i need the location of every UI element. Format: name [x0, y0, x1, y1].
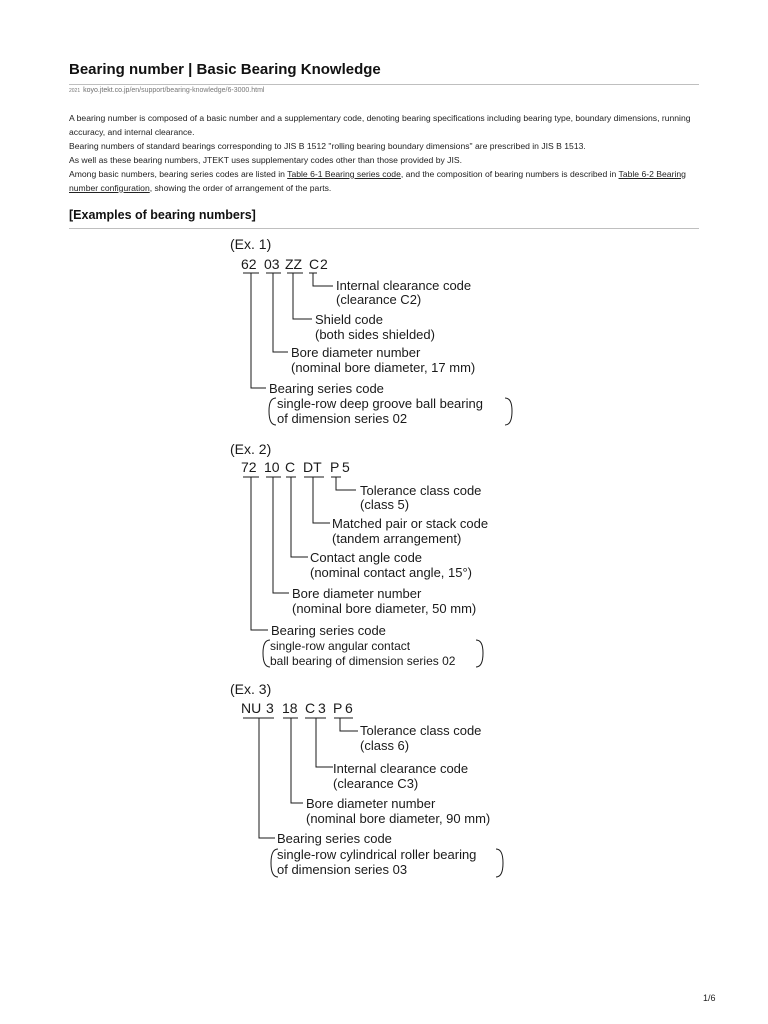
code-segment: 72 [241, 459, 257, 475]
code-segment: 18 [282, 700, 298, 716]
code-segment: 3 [318, 700, 326, 716]
code-row [241, 459, 350, 475]
source-path: /en/support/bearing-knowledge/6-3000.html [129, 87, 265, 94]
part-detail: (clearance C2) [336, 292, 422, 307]
intro-paragraph-2: Bearing numbers of standard bearings corresponding to JIS B 1512 "rolling bearing boundary dimensions" are prescribed in JIS B 1513. [69, 140, 586, 151]
part-title: Bearing series code [271, 623, 386, 638]
part-title: Internal clearance code [333, 761, 469, 776]
part-detail: single-row cylindrical roller bearing [277, 847, 477, 862]
part-detail: (nominal contact angle, 15°) [310, 565, 473, 580]
part-descriptions [270, 483, 488, 668]
example-label: (Ex. 3) [230, 681, 272, 697]
code-segment: 5 [342, 459, 350, 475]
part-title: Bore diameter number [292, 586, 422, 601]
code-segment: DT [303, 459, 322, 475]
code-segment: P [330, 459, 340, 475]
part-detail: (nominal bore diameter, 50 mm) [292, 601, 477, 616]
part-title: Bearing series code [277, 831, 392, 846]
example-label: (Ex. 1) [230, 236, 272, 252]
page-number: 1/6 [703, 993, 716, 1003]
code-segment: ZZ [285, 256, 303, 272]
part-title: Shield code [315, 312, 383, 327]
part-detail: (clearance C3) [333, 776, 419, 791]
part-detail: single-row deep groove ball bearing [277, 396, 483, 411]
code-segment: C [309, 256, 320, 272]
example-label: (Ex. 2) [230, 441, 272, 457]
link-table-6-2[interactable]: Table 6-2 Bearing number configuration [69, 168, 686, 193]
code-segment: NU [241, 700, 262, 716]
part-title: Bore diameter number [306, 796, 436, 811]
intro-paragraph-1: A bearing number is composed of a basic number and a supplementary code, denoting bearing specifications including bearing type, boundary dimensions, running accuracy, and internal clearance. [69, 113, 691, 137]
part-detail: (nominal bore diameter, 90 mm) [306, 811, 491, 826]
code-segment: C [305, 700, 316, 716]
part-title: Contact angle code [310, 550, 423, 565]
part-detail: (class 5) [360, 497, 410, 512]
part-detail: (tandem arrangement) [332, 531, 462, 546]
part-detail: single-row angular contact [270, 639, 411, 653]
example-3 [230, 681, 503, 877]
part-title: Matched pair or stack code [332, 516, 489, 531]
part-title: Bearing series code [269, 381, 384, 396]
code-row [241, 700, 353, 716]
code-segment: 6 [345, 700, 353, 716]
intro-paragraph-4: Among basic numbers, bearing series codes are listed in Table 6-1 Bearing series code, and the composition of bearing numbers is described in Table 6-2 Bearing number configuration, showing the order of arrangement of the parts. [69, 168, 686, 193]
code-segment: P [333, 700, 343, 716]
code-row [241, 256, 328, 272]
code-segment: 62 [241, 256, 257, 272]
part-descriptions [277, 723, 490, 877]
link-table-6-1[interactable]: Table 6-1 Bearing series code [287, 168, 401, 179]
example-1 [230, 236, 512, 426]
part-descriptions [269, 278, 483, 426]
part-detail: (nominal bore diameter, 17 mm) [291, 360, 476, 375]
intro-paragraph-3: As well as these bearing numbers, JTEKT uses supplementary codes other than those provided by JIS. [69, 154, 462, 165]
part-title: Tolerance class code [360, 723, 482, 738]
code-segment: C [285, 459, 296, 475]
source-prefix: 2021 [69, 88, 81, 94]
part-detail: ball bearing of dimension series 02 [270, 654, 456, 668]
code-segment: 10 [264, 459, 280, 475]
example-2 [230, 441, 488, 668]
part-detail: of dimension series 02 [277, 411, 408, 426]
part-title: Tolerance class code [360, 483, 482, 498]
code-segment: 03 [264, 256, 280, 272]
part-title: Bore diameter number [291, 345, 421, 360]
source-domain: koyo.jtekt.co.jp [83, 87, 130, 94]
part-detail: (class 6) [360, 738, 410, 753]
code-segment: 3 [266, 700, 274, 716]
section-heading: [Examples of bearing numbers] [69, 208, 256, 222]
part-detail: (both sides shielded) [315, 327, 435, 342]
page-title: Bearing number | Basic Bearing Knowledge [69, 61, 381, 78]
code-segment: 2 [320, 256, 328, 272]
part-title: Internal clearance code [336, 278, 472, 293]
part-detail: of dimension series 03 [277, 862, 408, 877]
